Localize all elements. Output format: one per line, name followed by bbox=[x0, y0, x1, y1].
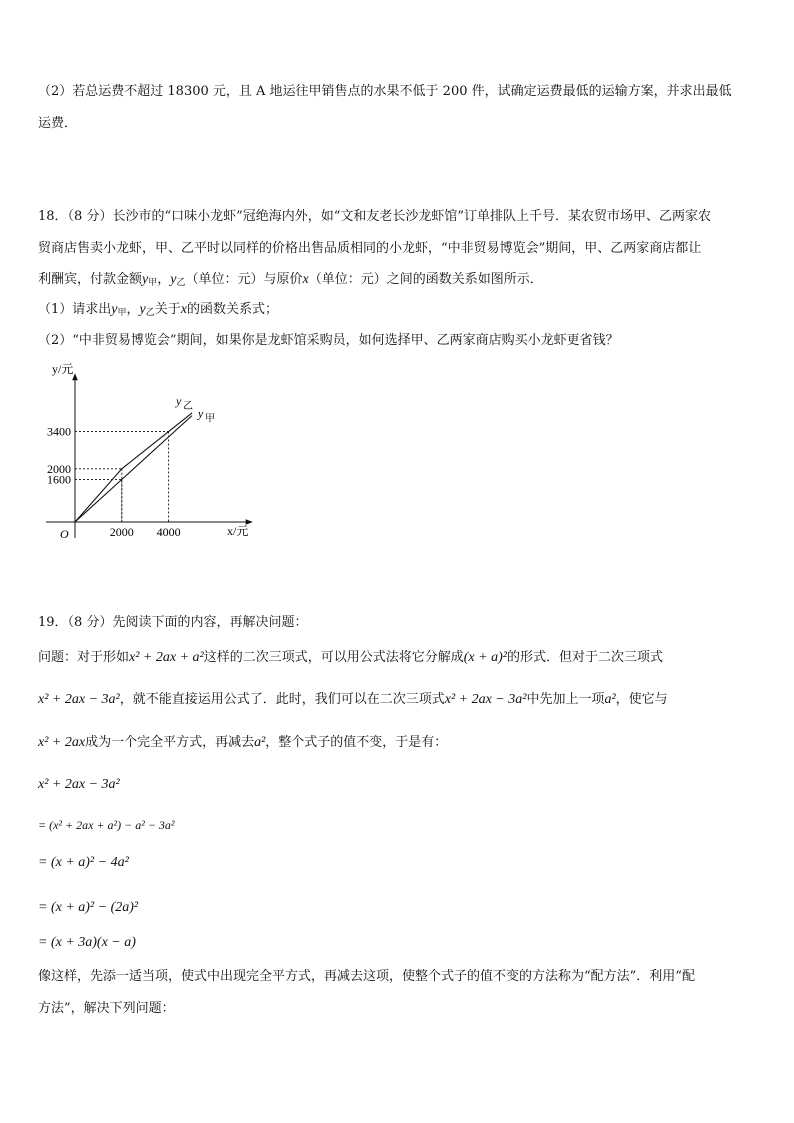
q19-line3 bbox=[38, 690, 756, 710]
q18-part1-b: 关于 bbox=[154, 302, 181, 317]
y-tick-label-1: 2000 bbox=[47, 461, 71, 476]
q19-expr-a2-2: a² bbox=[254, 735, 266, 750]
q19-expr-tri: x² + 2ax − 3a² bbox=[38, 692, 120, 707]
q19-l2-c: 的形式．但对于二次三项式 bbox=[506, 650, 663, 665]
series-label-1: y bbox=[198, 406, 204, 421]
q18-p1-x: x bbox=[180, 302, 187, 317]
q18-p1-comma: ， bbox=[126, 302, 140, 317]
q18-line3-a: 利酬宾，付款金额 bbox=[38, 272, 143, 287]
q19-step3: = (x + a)² − (2a)² bbox=[38, 900, 139, 915]
q18-line3-b: （单位：元）与原价 bbox=[185, 272, 303, 287]
q18-var-y2: y bbox=[170, 272, 177, 287]
q18-comma: ， bbox=[157, 272, 171, 287]
q19-l3-c: 中先加上一项 bbox=[526, 692, 605, 707]
q18-part1 bbox=[38, 300, 756, 323]
q17-part2-line1: （2）若总运费不超过 18300 元，且 A 地运往甲销售点的水果不低于 200 件，试确定运费最低的运输方案，并求出最低 bbox=[38, 84, 732, 99]
y-tick-label-0: 1600 bbox=[47, 472, 71, 487]
q19-expr-square: x² + 2ax + a² bbox=[129, 650, 204, 665]
q18-var-x: x bbox=[302, 272, 309, 287]
q19-expr-tri2: x² + 2ax − 3a² bbox=[444, 692, 527, 707]
q19-l2-a: 问题：对于形如 bbox=[38, 650, 130, 665]
q18-part1-c: 的函数关系式； bbox=[187, 302, 279, 317]
series-label-sub-0: 乙 bbox=[183, 400, 193, 412]
q19-step4: = (x + 3a)(x − a) bbox=[38, 935, 136, 950]
q18-p1-y2: y bbox=[139, 302, 146, 317]
q18-p1-y: y bbox=[111, 302, 118, 317]
q18-p1-sub-yi: 乙 bbox=[145, 308, 155, 318]
q18-part2: （2）“中非贸易博览会”期间，如果你是龙虾馆采购员，如何选择甲、乙两家商店购买小龙虾更省钱？ bbox=[38, 333, 619, 348]
x-axis-label: x/元 bbox=[227, 524, 249, 538]
q19-l2-b: 这样的二次三项式，可以用公式法将它分解成 bbox=[203, 650, 464, 665]
q18-sub-yi: 乙 bbox=[176, 278, 186, 288]
q19-line2 bbox=[38, 648, 756, 668]
q19-l4-c: ，整个式子的值不变，于是有： bbox=[265, 735, 448, 750]
q19-line1: 19．（8 分）先阅读下面的内容，再解决问题： bbox=[38, 615, 308, 630]
q18-line1: 18．（8 分）长沙市的“口味小龙虾”冠绝海内外，如“文和友老长沙龙虾馆”订单排队上千号．某农贸市场甲、乙两家农 bbox=[38, 209, 712, 224]
q18-part1-a: （1）请求出 bbox=[38, 302, 112, 317]
q19-step0: x² + 2ax − 3a² bbox=[38, 777, 120, 792]
q19-end-line1: 像这样，先添一适当项，使式中出现完全平方式，再减去这项，使整个式子的值不变的方法称为“配方法”．利用“配 bbox=[38, 969, 695, 984]
q19-l4-b: 成为一个完全平方式，再减去 bbox=[85, 735, 255, 750]
q19-expr-a2: a² bbox=[604, 692, 616, 707]
x-tick-label-0: 2000 bbox=[109, 525, 134, 539]
q18-line3-c: （单位：元）之间的函数关系如图所示． bbox=[308, 272, 543, 287]
q18-sub-jia: 甲 bbox=[148, 278, 158, 288]
origin-label: O bbox=[60, 527, 69, 541]
y-axis-label: y/元 bbox=[52, 362, 74, 376]
x-tick-label-1: 4000 bbox=[156, 525, 181, 539]
q18-line2: 贸商店售卖小龙虾，甲、乙平时以同样的价格出售品质相同的小龙虾，“中非贸易博览会”期间，甲、乙两家商店都让 bbox=[38, 241, 702, 256]
q19-l3-b: ，就不能直接运用公式了．此时，我们可以在二次三项式 bbox=[119, 692, 445, 707]
q18-var-y: y bbox=[142, 272, 149, 287]
q19-step2: = (x + a)² − 4a² bbox=[38, 855, 129, 870]
series-label-0: y bbox=[176, 393, 182, 408]
q19-end-line2: 方法”，解决下列问题： bbox=[38, 1001, 175, 1016]
q18-line3 bbox=[38, 270, 756, 293]
q19-expr-xa: (x + a)² bbox=[463, 650, 507, 665]
q19-step1: = (x² + 2ax + a²) − a² − 3a² bbox=[38, 818, 175, 832]
q19-line4 bbox=[38, 733, 756, 753]
q18-graph bbox=[30, 362, 270, 542]
series-label-sub-1: 甲 bbox=[205, 413, 215, 425]
q19-l3-d: ，使它与 bbox=[615, 692, 668, 707]
q19-expr-x2ax: x² + 2ax bbox=[38, 735, 86, 750]
y-tick-label-2: 3400 bbox=[47, 424, 71, 439]
q18-p1-sub-jia: 甲 bbox=[117, 308, 127, 318]
q17-part2-line2: 运费． bbox=[38, 116, 78, 131]
